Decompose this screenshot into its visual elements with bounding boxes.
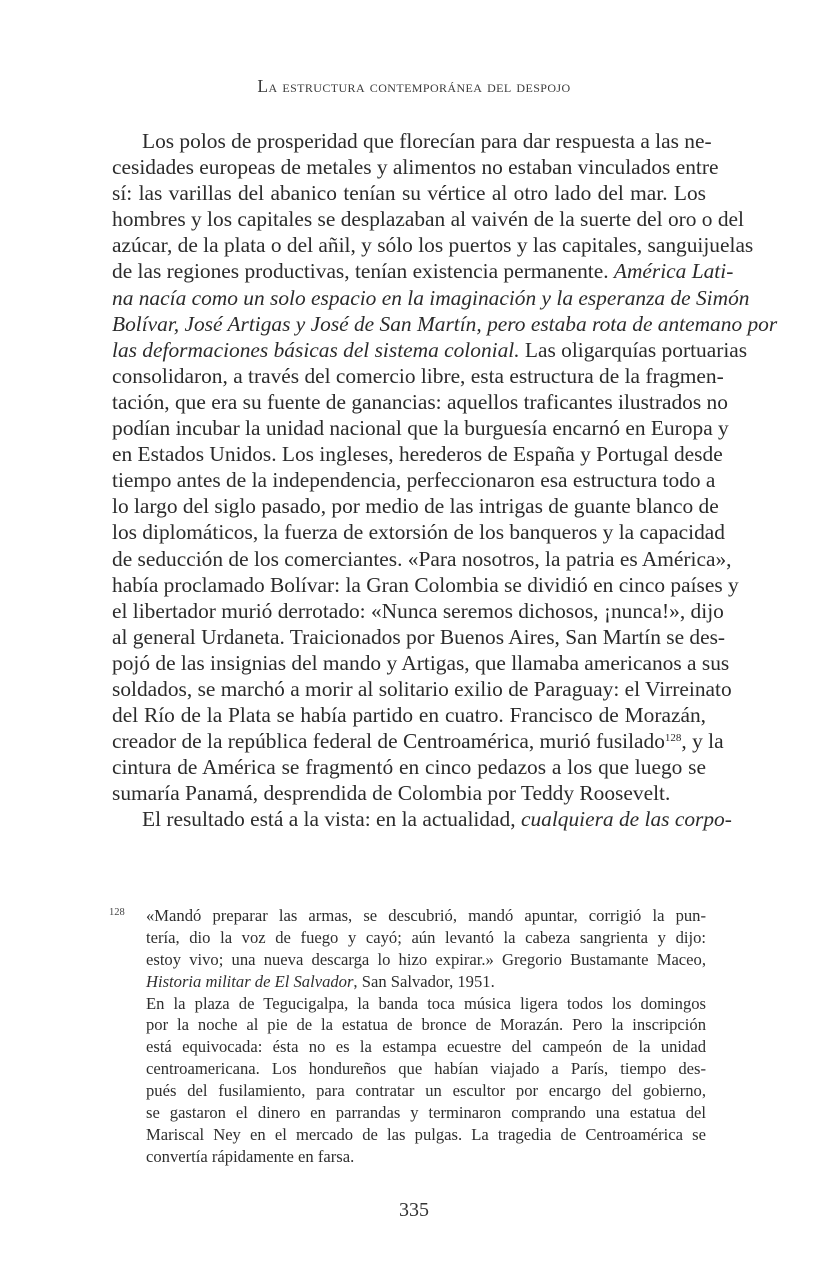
body-line: en Estados Unidos. Los ingleses, herederos de España y Portugal desde [112, 442, 723, 467]
italic-run: América Lati- [613, 259, 734, 284]
footnote-line [112, 971, 706, 993]
body-text-run: El resultado está a la vista: en la actualidad, [142, 807, 521, 832]
body-text-run: Las oligarquías portuarias [519, 337, 748, 362]
body-line [112, 728, 724, 754]
footnote-line: «Mandó preparar las armas, se descubrió, mandó apuntar, corrigió la pun- [146, 906, 706, 925]
body-line: cintura de América se fragmentó en cinco pedazos a los que luego se [112, 755, 706, 780]
body-line: el libertador murió derrotado: «Nunca seremos dichosos, ¡nunca!», dijo [112, 598, 724, 623]
body-text-run: de las regiones productivas, tenían existencia permanente. [112, 259, 614, 284]
body-line [112, 806, 732, 832]
body-line: tación, que era su fuente de ganancias: aquellos traficantes ilustrados no [112, 389, 728, 414]
footnote-line: está equivocada: ésta no es la estampa ecuestre del campeón de la unidad [146, 1037, 706, 1057]
body-line: azúcar, de la plata o del añil, y sólo los puertos y las capitales, sanguijuelas [112, 233, 754, 258]
body-line: los diplomáticos, la fuerza de extorsión de los banqueros y la capacidad [112, 520, 725, 545]
footnote-line: Mariscal Ney en el mercado de las pulgas. La tragedia de Centroamérica se [146, 1124, 706, 1144]
body-line: soldados, se marchó a morir al solitario exilio de Paraguay: el Virreinato [112, 676, 732, 701]
footnote-line: pués del fusilamiento, para contratar un escultor por encargo del gobierno, [146, 1081, 706, 1101]
footnote-text-run: , San Salvador, 1951. [353, 971, 495, 991]
footnotes [109, 905, 706, 1168]
footnote-line: tería, dio la voz de fuego y cayó; aún levantó la cabeza sangrienta y dijo: [146, 927, 706, 947]
main-body-text [112, 128, 778, 833]
body-line-italic: Bolívar, José Artigas y José de San Martín, pero estaba rota de antemano por [112, 311, 778, 336]
footnote-reference[interactable]: 128 [664, 732, 682, 745]
page-number: 335 [399, 1199, 429, 1221]
body-text-run: creador de la república federal de Centroamérica, murió fusilado [112, 729, 665, 754]
body-line: sí: las varillas del abanico tenían su vértice al otro lado del mar. Los [112, 181, 706, 206]
body-line: hombres y los capitales se desplazaban al vaivén de la suerte del oro o del [112, 207, 744, 232]
body-line: al general Urdaneta. Traicionados por Buenos Aires, San Martín se des- [112, 624, 726, 649]
body-line: sumaría Panamá, desprendida de Colombia por Teddy Roosevelt. [112, 781, 671, 806]
body-line: cesidades europeas de metales y alimentos no estaban vinculados entre [112, 155, 719, 180]
body-line: del Río de la Plata se había partido en cuatro. Francisco de Morazán, [112, 703, 706, 728]
body-line: de seducción de los comerciantes. «Para nosotros, la patria es América», [112, 546, 732, 571]
italic-run: cualquiera de las corpo- [520, 807, 732, 832]
body-line [112, 258, 734, 284]
footnote-number: 128 [109, 907, 125, 918]
footnote-citation-title: Historia militar de El Salvador [146, 971, 354, 991]
body-line: había proclamado Bolívar: la Gran Colombia se dividió en cinco países y [112, 572, 739, 597]
body-text-run: , y la [681, 729, 724, 754]
footnote-line: En la plaza de Tegucigalpa, la banda toca música ligera todos los domingos [146, 993, 706, 1013]
footnote-line: estoy vivo; una nueva descarga lo hizo expirar.» Gregorio Bustamante Maceo, [146, 949, 706, 969]
body-line-italic: na nacía como un solo espacio en la imaginación y la esperanza de Simón [112, 285, 750, 310]
body-line: consolidaron, a través del comercio libre, esta estructura de la fragmen- [112, 363, 724, 388]
running-header: La estructura contemporánea del despojo [257, 76, 571, 96]
body-line: Los polos de prosperidad que florecían para dar respuesta a las ne- [142, 129, 712, 153]
body-line: lo largo del siglo pasado, por medio de las intrigas de guante blanco de [112, 494, 719, 519]
body-line: tiempo antes de la independencia, perfeccionaron esa estructura todo a [112, 468, 716, 493]
body-line: pojó de las insignias del mando y Artigas, que llamaba americanos a sus [112, 650, 730, 675]
body-line: podían incubar la unidad nacional que la burguesía encarnó en Europa y [112, 416, 729, 441]
footnote-line: convertía rápidamente en farsa. [146, 1146, 355, 1166]
body-line [112, 337, 748, 363]
footnote-line: centroamericana. Los hondureños que habían viajado a París, tiempo des- [146, 1059, 706, 1079]
italic-run: las deformaciones básicas del sistema colonial. [112, 337, 520, 362]
footnote-line: por la noche al pie de la estatua de bronce de Morazán. Pero la inscripción [146, 1015, 706, 1035]
footnote-line: se gastaron el dinero en parrandas y terminaron comprando una estatua del [146, 1103, 706, 1123]
